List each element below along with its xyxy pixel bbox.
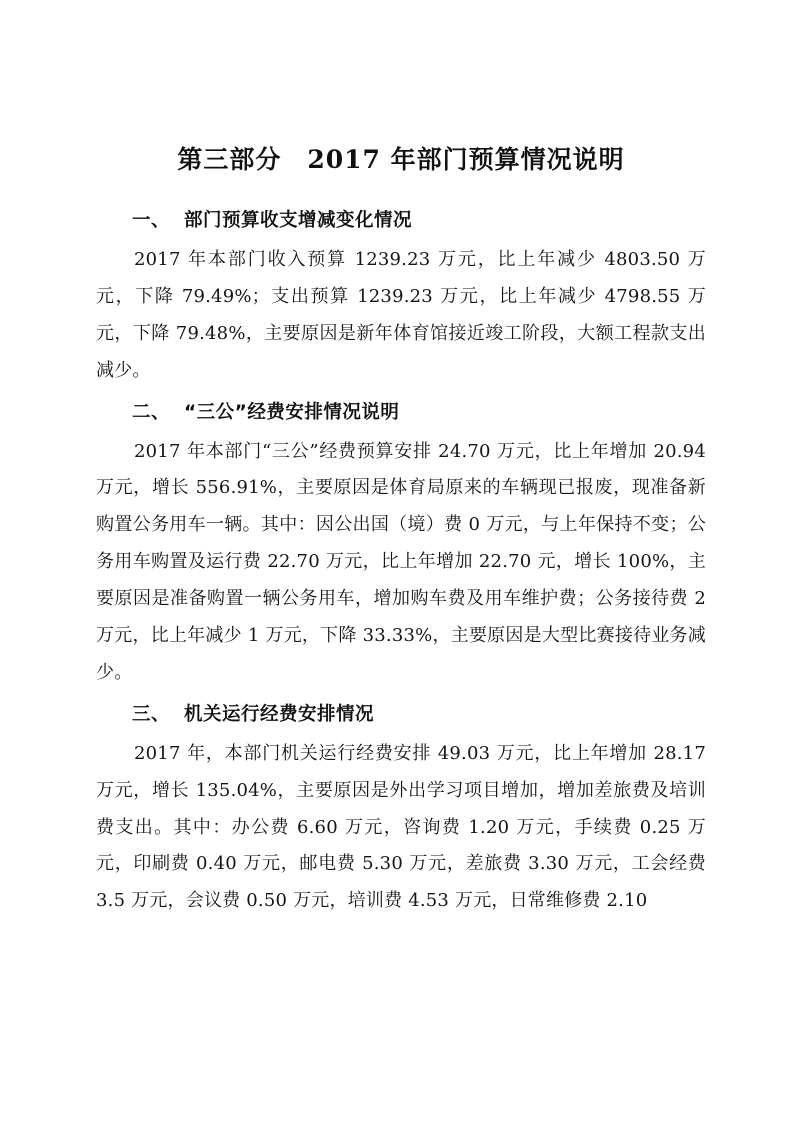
section-heading-one [96,206,706,232]
page-title-part: 第三部分 [177,145,282,174]
section-heading-two [96,398,706,424]
section-number: 一、 [132,210,171,231]
page-title-subject: 2017 年部门预算情况说明 [307,145,625,174]
section-number: 二、 [132,401,171,423]
page-title [96,140,706,176]
section-title: “三公”经费安排情况说明 [184,401,400,423]
section-paragraph-three: 2017 年，本部门机关运行经费安排 49.03 万元，比上年增加 28.17 万元，增长 135.04%，主要原因是外出学习项目增加，增加差旅费及培训费支出。其中：办公费 6.60 万元，咨询费 1.20 万元，手续费 0.25 万元，印刷费 0.40 万元，邮电费 5.30 万元，差旅费 3.30 万元，工会经费 3.5 万元，会议费 0.50 万元，培训费 4.53 万元，日常维修费 2.10 [96,742,706,912]
section-title: 机关运行经费安排情况 [184,703,375,725]
section-paragraph-one: 2017 年本部门收入预算 1239.23 万元，比上年减少 4803.50 万元，下降 79.49%；支出预算 1239.23 万元，比上年减少 4798.55 万元，下降 79.48%，主要原因是新年体育馆接近竣工阶段，大额工程款支出减少。 [96,249,706,381]
section-two [96,398,706,692]
section-three [96,700,706,920]
section-title: 部门预算收支增减变化情况 [184,210,413,231]
section-paragraph-two: 2017 年本部门“三公”经费预算安排 24.70 万元，比上年增加 20.94 万元，增长 556.91%，主要原因是体育局原来的车辆现已报废，现准备新购置公务用车一辆。其中：因公出国（境）费 0 万元，与上年保持不变；公务用车购置及运行费 22.70 万元，比上年增加 22.70 元，增长 100%，主要原因是准备购置一辆公务用车，增加购车费及用车维护费；公务接待费 2 万元，比上年减少 1 万元，下降 33.33%，主要原因是大型比赛接待业务减少。 [96,440,706,683]
section-number: 三、 [132,703,171,725]
section-heading-three [96,700,706,726]
page-content [96,140,706,928]
section-one [96,206,706,390]
